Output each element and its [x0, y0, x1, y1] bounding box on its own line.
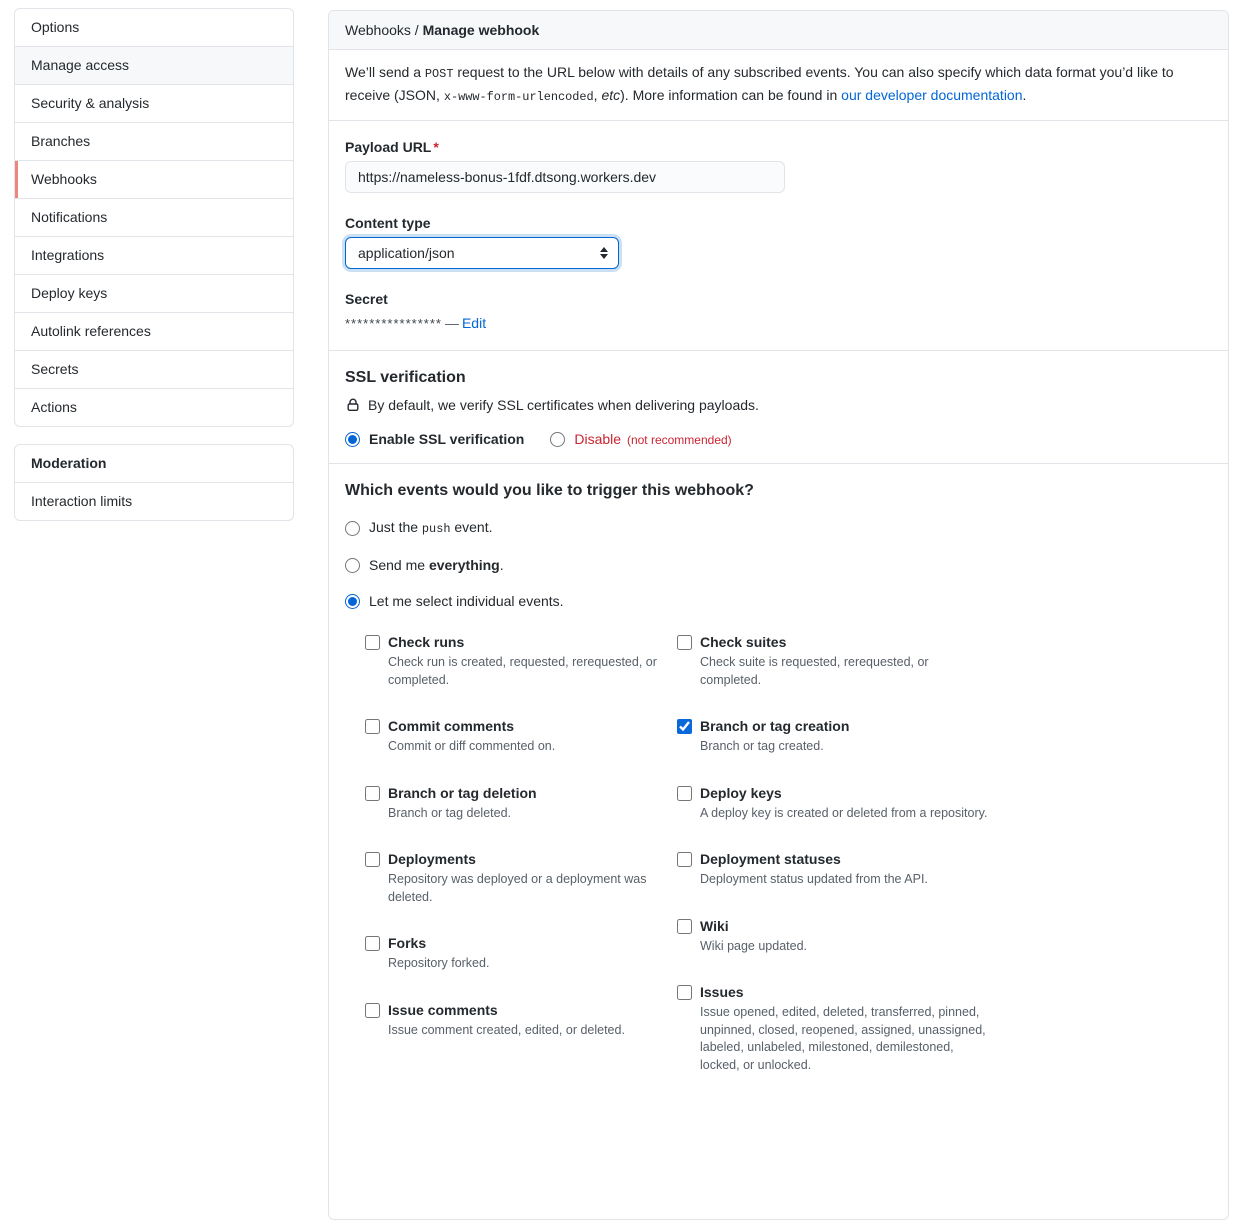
disable-ssl-label-text: Disable — [574, 431, 622, 447]
event-deployment-statuses — [677, 850, 989, 889]
breadcrumb-webhooks-link[interactable]: Webhooks — [345, 22, 411, 38]
checkbox-branch-or-tag-creation[interactable] — [677, 719, 692, 734]
sidebar-item-manage-access[interactable]: Manage access — [15, 46, 293, 84]
event-label: Check suites — [700, 634, 787, 650]
event-choice-label: Let me select individual events. — [369, 593, 564, 609]
checkbox-issues[interactable] — [677, 985, 692, 1000]
sidebar-item-secrets[interactable]: Secrets — [15, 350, 293, 388]
events-question: Which events would you like to trigger this webhook? — [345, 482, 754, 499]
event-description: Repository was deployed or a deployment was deleted. — [388, 872, 647, 904]
checkbox-wiki[interactable] — [677, 919, 692, 934]
secret-label: Secret — [345, 291, 388, 307]
secret-row — [345, 313, 1212, 334]
enable-ssl-option[interactable] — [345, 431, 524, 447]
event-issue-comments-toggle[interactable] — [365, 1001, 677, 1020]
event-label: Issue comments — [388, 1001, 498, 1018]
disable-ssl-label — [574, 431, 731, 447]
event-check-suites-toggle[interactable] — [677, 633, 989, 652]
event-description: Branch or tag deleted. — [388, 805, 511, 820]
event-description: Issue opened, edited, deleted, transferred, pinned, unpinned, closed, reopened, assigned, unassigned, labeled, unlabeled, milestoned, demilestoned, locked, or unlocked. — [700, 1005, 986, 1072]
event-choice-label: Send me everything. — [369, 557, 504, 573]
event-description: Branch or tag created. — [700, 739, 824, 753]
intro-text: , — [593, 87, 602, 103]
payload-url-input[interactable] — [345, 161, 785, 193]
event-description: Check suite is requested, rerequested, or completed. — [700, 655, 929, 687]
payload-url-label — [345, 139, 1212, 155]
breadcrumb — [329, 11, 1228, 50]
secret-edit-link[interactable]: Edit — [461, 315, 487, 331]
event-label: Branch or tag deletion — [388, 784, 537, 801]
intro-text: We’ll send a — [345, 64, 425, 80]
event-forks-toggle[interactable] — [365, 934, 677, 953]
sidebar-item-deploy-keys[interactable]: Deploy keys — [15, 274, 293, 312]
ssl-verification-title: SSL verification — [345, 369, 466, 386]
sidebar-item-moderation: Moderation — [31, 455, 107, 471]
checkbox-issue-comments[interactable] — [365, 1003, 380, 1018]
event-label: Branch or tag creation — [700, 718, 850, 734]
event-branch-or-tag-creation — [677, 717, 989, 756]
event-deploy-keys — [677, 784, 989, 823]
event-commit-comments — [365, 717, 677, 756]
breadcrumb-separator: / — [410, 22, 423, 38]
radio-individual-events[interactable] — [345, 594, 360, 609]
sidebar-section-1 — [14, 444, 294, 521]
event-description: Commit or diff commented on. — [388, 739, 556, 753]
sidebar-item-branches[interactable]: Branches — [15, 122, 293, 160]
ssl-verification-section — [329, 351, 1228, 464]
event-check-runs-toggle[interactable] — [365, 633, 677, 652]
secret-masked-value: **************** — [345, 316, 442, 331]
event-wiki-toggle[interactable] — [677, 917, 989, 936]
event-issues — [677, 983, 989, 1074]
event-check-suites — [677, 633, 989, 689]
intro-text: request to the URL below with details of any subscribed events. You can also specify which data format you’d like to receive (JSON, — [345, 64, 1174, 103]
content-type-select-wrap — [345, 237, 619, 269]
intro-text: . — [1022, 87, 1027, 103]
content-type-select[interactable] — [345, 237, 619, 269]
checkbox-deployments[interactable] — [365, 852, 380, 867]
ssl-note-text: By default, we verify SSL certificates when delivering payloads. — [368, 397, 759, 413]
radio-just-push[interactable] — [345, 521, 360, 536]
event-description: Issue comment created, edited, or deleted. — [388, 1022, 625, 1037]
intro-text: ). More information can be found in — [620, 87, 842, 103]
event-label: Wiki — [700, 917, 729, 934]
checkbox-check-runs[interactable] — [365, 635, 380, 650]
event-label: Check runs — [388, 634, 465, 650]
event-description: Check run is created, requested, rerequested, or completed. — [388, 655, 657, 687]
sidebar-item-interaction-limits[interactable]: Interaction limits — [15, 482, 293, 520]
event-deployments-toggle[interactable] — [365, 850, 677, 869]
sidebar-item-actions[interactable]: Actions — [15, 388, 293, 426]
event-label: Commit comments — [388, 718, 515, 734]
event-choice-label: Just the push event. — [369, 519, 493, 536]
checkbox-branch-or-tag-deletion[interactable] — [365, 786, 380, 801]
event-description: A deploy key is created or deleted from a repository. — [700, 805, 988, 820]
event-choice-send-everything[interactable] — [345, 556, 1212, 575]
event-choice-just-push[interactable] — [345, 518, 1212, 539]
checkbox-deploy-keys[interactable] — [677, 786, 692, 801]
event-label: Issues — [700, 984, 744, 1000]
radio-send-everything[interactable] — [345, 558, 360, 573]
intro-code-post: POST — [424, 67, 454, 81]
event-label: Forks — [388, 935, 427, 951]
sidebar-item-notifications[interactable]: Notifications — [15, 198, 293, 236]
event-column-0 — [365, 633, 677, 1102]
event-choice-individual-events[interactable] — [345, 592, 1212, 611]
event-description: Repository forked. — [388, 956, 490, 970]
disable-ssl-radio[interactable] — [550, 432, 565, 447]
event-check-runs — [365, 633, 677, 689]
event-commit-comments-toggle[interactable] — [365, 717, 677, 736]
webhook-intro-text — [329, 50, 1228, 121]
developer-documentation-link[interactable]: our developer documentation — [841, 87, 1023, 103]
event-deployment-statuses-toggle[interactable] — [677, 850, 989, 869]
checkbox-forks[interactable] — [365, 936, 380, 951]
events-section — [329, 464, 1228, 1118]
page-title: Manage webhook — [422, 22, 540, 38]
event-branch-or-tag-deletion — [365, 784, 677, 823]
required-asterisk: * — [433, 139, 439, 155]
event-description: Wiki page updated. — [700, 938, 808, 953]
event-issue-comments — [365, 1001, 677, 1040]
sidebar-section-0 — [14, 8, 294, 427]
disable-ssl-option[interactable] — [550, 431, 731, 447]
enable-ssl-radio[interactable] — [345, 432, 360, 447]
event-column-1 — [677, 633, 989, 1102]
sidebar-item-security-analysis[interactable]: Security & analysis — [15, 84, 293, 122]
checkbox-deployment-statuses[interactable] — [677, 852, 692, 867]
ssl-radio-group — [345, 431, 1212, 447]
sidebar-item-webhooks[interactable]: Webhooks — [15, 160, 293, 198]
lock-icon — [345, 397, 361, 413]
webhook-settings-panel — [328, 10, 1229, 1220]
checkbox-check-suites[interactable] — [677, 635, 692, 650]
event-wiki — [677, 917, 989, 956]
intro-etc: etc — [601, 87, 621, 103]
event-choice-list — [345, 518, 1212, 611]
content-type-label: Content type — [345, 215, 431, 231]
event-label: Deployment statuses — [700, 851, 841, 867]
event-issues-toggle[interactable] — [677, 983, 989, 1002]
payload-url-label-text: Payload URL — [345, 139, 432, 155]
event-branch-or-tag-deletion-toggle[interactable] — [365, 784, 677, 803]
event-checkbox-grid — [365, 633, 1212, 1102]
event-label: Deployments — [388, 851, 476, 867]
event-description: Deployment status updated from the API. — [700, 872, 928, 886]
secret-separator: — — [444, 315, 459, 331]
sidebar-item-options[interactable]: Options — [31, 19, 80, 35]
ssl-note-row — [345, 397, 1212, 413]
webhook-form-section — [329, 121, 1228, 351]
intro-code-urlencoded: x-www-form-urlencoded — [443, 90, 594, 104]
disable-ssl-note: (not recommended) — [626, 433, 732, 447]
event-label: Deploy keys — [700, 784, 782, 801]
settings-sidebar — [14, 8, 294, 538]
event-forks — [365, 934, 677, 973]
event-deploy-keys-toggle[interactable] — [677, 784, 989, 803]
checkbox-commit-comments[interactable] — [365, 719, 380, 734]
event-deployments — [365, 850, 677, 906]
event-branch-or-tag-creation-toggle[interactable] — [677, 717, 989, 736]
sidebar-item-integrations[interactable]: Integrations — [15, 236, 293, 274]
enable-ssl-label: Enable SSL verification — [369, 431, 525, 447]
sidebar-item-autolink-references[interactable]: Autolink references — [15, 312, 293, 350]
